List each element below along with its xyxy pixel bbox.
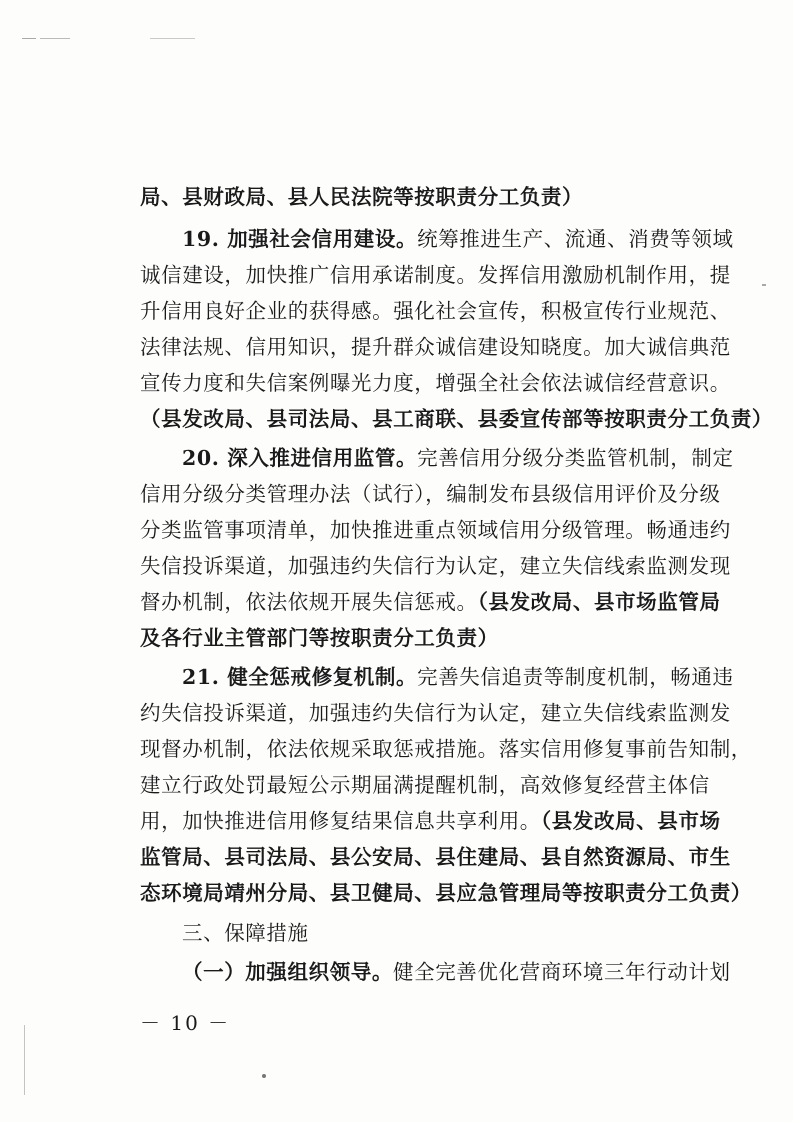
responsibility-note: 态环境局靖州分局、县卫健局、县应急管理局等按职责分工负责）: [140, 881, 752, 905]
subsection-heading-line: [182, 957, 731, 987]
item-text: 完善信用分级分类监管机制，制定: [417, 446, 734, 470]
text-line: [140, 182, 720, 212]
text-line: 现督办机制，依法依规采取惩戒措施。落实信用修复事前告知制，: [140, 737, 752, 761]
responsibility-note: （县发改局、县司法局、县工商联、县委宣传部等按职责分工负责）: [140, 407, 773, 431]
item-text: 统筹推进生产、流通、消费等领域: [417, 227, 734, 251]
item-title: 加强社会信用建设。: [227, 227, 418, 251]
scan-mark: [150, 38, 195, 39]
page-number: － 10 －: [140, 1011, 231, 1035]
scan-mark: [40, 38, 70, 39]
text-line: 诚信建设，加快推广信用承诺制度。发挥信用激励机制作用，提: [140, 263, 731, 287]
section-heading: [182, 918, 720, 948]
responsibility-note: 监管局、县司法局、县公安局、县住建局、县自然资源局、市生: [140, 845, 731, 869]
scan-mark: [262, 1074, 266, 1078]
text-line: 法律法规、信用知识，提升群众诚信建设知晓度。加大诚信典范: [140, 335, 731, 359]
responsibility-note: （县发改局、县市场监管局: [477, 590, 721, 614]
text-line: 失信投诉渠道，加强违约失信行为认定，建立失信线索监测发现: [140, 554, 731, 578]
item-title: 深入推进信用监管。: [227, 446, 418, 470]
text-line: [140, 623, 720, 653]
text-line: 督办机制，依法依规开展失信惩戒。（县发改局、县市场监管局: [140, 590, 721, 614]
text-line: [140, 842, 731, 872]
scan-mark: [24, 1025, 25, 1095]
item-number: 20.: [182, 446, 228, 470]
item-20-heading-line: [182, 443, 734, 473]
text-line: 建立行政处罚最短公示期届满提醒机制，高效修复经营主体信: [140, 773, 710, 797]
text-line: 宣传力度和失信案例曝光力度，增强全社会依法诚信经营意识。: [140, 371, 731, 395]
item-number: 19.: [182, 227, 228, 251]
text-line: [140, 878, 752, 908]
item-21-heading-line: [182, 662, 734, 692]
item-text: 健全完善优化营商环境三年行动计划: [393, 960, 731, 984]
scan-mark: [762, 284, 766, 286]
item-text: 完善失信追责等制度机制，畅通违: [417, 665, 734, 689]
responsibility-note: 局、县财政局、县人民法院等按职责分工负责）: [140, 185, 584, 209]
subsection-title: （一）加强组织领导。: [182, 960, 393, 984]
text-line: 升信用良好企业的获得感。强化社会宣传，积极宣传行业规范、: [140, 299, 731, 323]
scan-mark: [22, 38, 36, 39]
text-line: 约失信投诉渠道，加强违约失信行为认定，建立失信线索监测发: [140, 701, 731, 725]
item-title: 健全惩戒修复机制。: [227, 665, 418, 689]
section-title: 三、保障措施: [182, 921, 309, 945]
text-line: 信用分级分类管理办法（试行），编制发布县级信用评价及分级: [140, 482, 721, 506]
responsibility-note: 及各行业主管部门等按职责分工负责）: [140, 626, 499, 650]
item-number: 21.: [182, 665, 228, 689]
responsibility-note: （县发改局、县市场: [540, 809, 721, 833]
item-19-heading-line: [182, 224, 734, 254]
text-line: [140, 404, 773, 434]
text-line: 分类监管事项清单，加快推进重点领域信用分级管理。畅通违约: [140, 518, 731, 542]
text-line: 用，加快推进信用修复结果信息共享利用。（县发改局、县市场: [140, 809, 721, 833]
